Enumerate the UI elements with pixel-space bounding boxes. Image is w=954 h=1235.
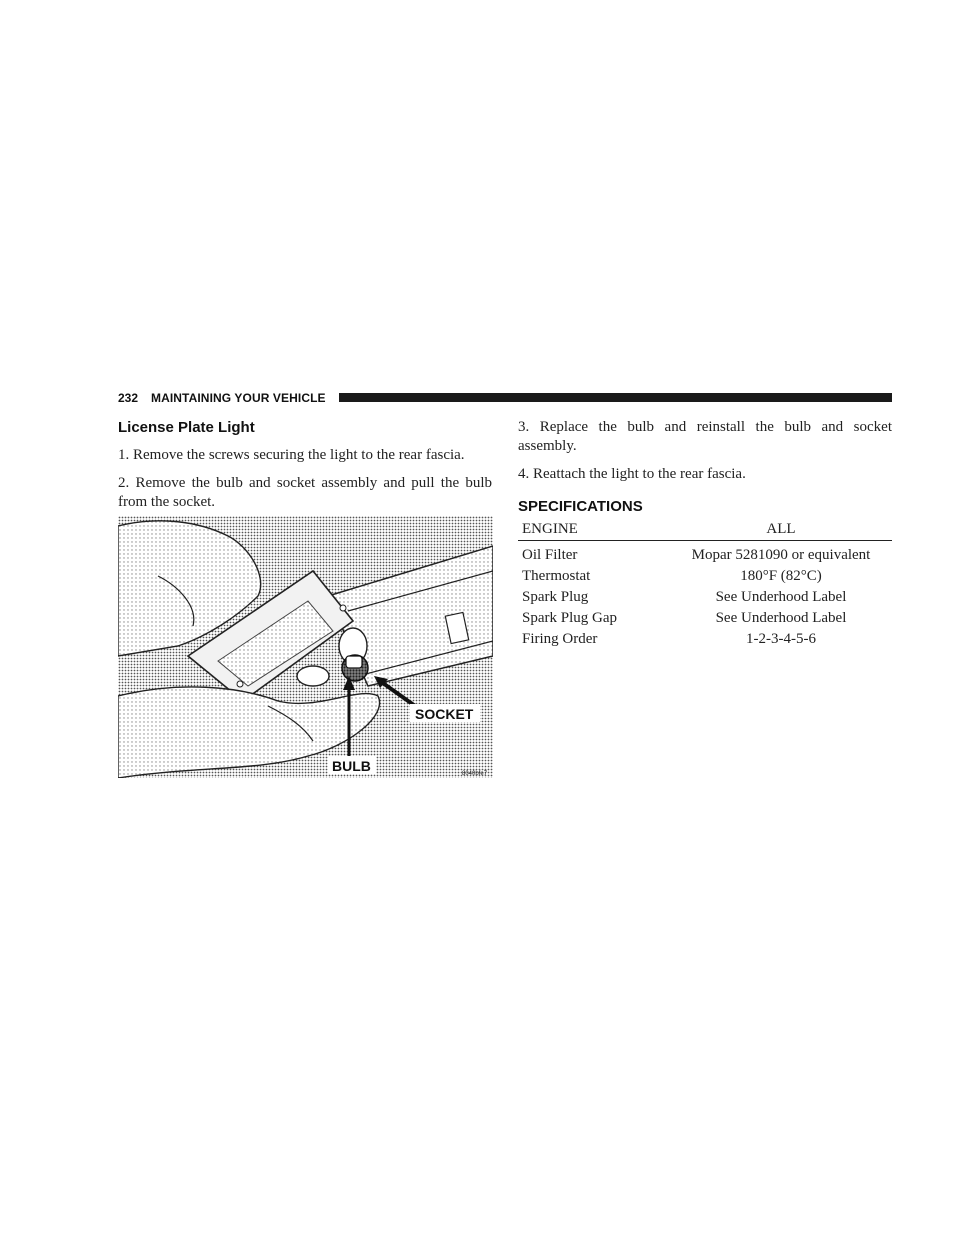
step-1: 1. Remove the screws securing the light to the rear fascia. (118, 447, 465, 463)
page-header (118, 389, 892, 407)
section-title: MAINTAINING YOUR VEHICLE (151, 391, 326, 405)
license-light-illustration (118, 516, 493, 778)
left-column (118, 418, 492, 512)
table-row (518, 604, 892, 625)
label-socket: SOCKET (415, 706, 474, 722)
step-2: 2. Remove the bulb and socket assembly and pull the bulb from the socket. (118, 475, 492, 510)
specifications-table (518, 520, 892, 646)
table-row (518, 562, 892, 583)
table-row (518, 625, 892, 646)
step-3: 3. Replace the bulb and reinstall the bulb and socket assembly. (518, 419, 892, 454)
row-item: Thermostat (522, 568, 591, 584)
row-item: Firing Order (522, 631, 598, 647)
specifications-heading: SPECIFICATIONS (518, 498, 643, 515)
figure-code: 8040bfe7 (462, 771, 488, 777)
table-row (518, 541, 892, 562)
row-item: Spark Plug Gap (522, 610, 617, 626)
table-header (518, 520, 892, 541)
table-body (518, 541, 892, 646)
row-value: 1-2-3-4-5-6 (746, 631, 816, 647)
engine-header: ENGINE (522, 521, 578, 537)
row-value: Mopar 5281090 or equivalent (691, 547, 871, 563)
header-rule (339, 393, 892, 402)
label-bulb: BULB (332, 758, 371, 774)
table-row (518, 583, 892, 604)
right-column (518, 418, 892, 516)
page-number: 232 (118, 391, 139, 405)
all-header: ALL (766, 521, 796, 537)
row-value: 180°F (82°C) (740, 568, 822, 584)
row-value: See Underhood Label (715, 610, 847, 626)
row-item: Spark Plug (522, 589, 589, 605)
step-4: 4. Reattach the light to the rear fascia. (518, 466, 746, 482)
license-plate-heading: License Plate Light (118, 419, 255, 436)
row-value: See Underhood Label (715, 589, 847, 605)
row-item: Oil Filter (522, 547, 578, 563)
